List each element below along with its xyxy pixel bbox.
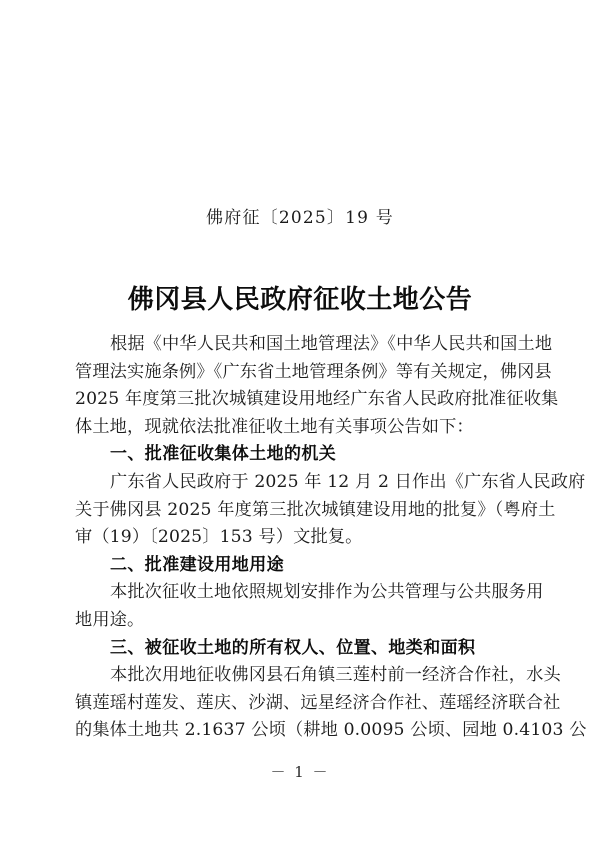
- body-line: 管理法实施条例》《广东省土地管理条例》等有关规定，佛冈县: [75, 361, 552, 382]
- section-heading-2: 二、批准建设用地用途: [110, 554, 284, 575]
- body-line: 审（19）〔2025〕153 号）文批复。: [75, 527, 363, 548]
- body-line: 的集体土地共 2.1637 公顷（耕地 0.0095 公顷、园地 0.4103 公: [75, 720, 587, 741]
- body-line: 地用途。: [75, 609, 145, 630]
- body-line: 关于佛冈县 2025 年度第三批次城镇建设用地的批复》（粤府土: [75, 499, 556, 520]
- body-line: 镇莲瑶村莲发、莲庆、沙湖、远星经济合作社、莲瑶经济联合社: [75, 692, 561, 713]
- section-heading-3: 三、被征收土地的所有权人、位置、地类和面积: [110, 637, 476, 658]
- body-line: 本批次征收土地依照规划安排作为公共管理与公共服务用: [110, 582, 544, 603]
- body-line: 根据《中华人民共和国土地管理法》《中华人民共和国土地: [110, 334, 553, 354]
- document-number: 佛府征〔2025〕19 号: [206, 208, 394, 228]
- body-line: 体土地，现就依法批准征收土地有关事项公告如下：: [75, 416, 474, 437]
- body-line: 广东省人民政府于 2025 年 12 月 2 日作出《广东省人民政府: [110, 471, 586, 492]
- page-title: 佛冈县人民政府征收土地公告: [127, 285, 473, 316]
- page-number-footer: － 1 －: [270, 763, 330, 781]
- body-line: 本批次用地征收佛冈县石角镇三莲村前一经济合作社，水头: [110, 665, 561, 686]
- section-heading-1: 一、批准征收集体土地的机关: [110, 444, 337, 465]
- document-body: [75, 331, 587, 745]
- body-line: 2025 年度第三批次城镇建设用地经广东省人民政府批准征收集: [75, 389, 559, 410]
